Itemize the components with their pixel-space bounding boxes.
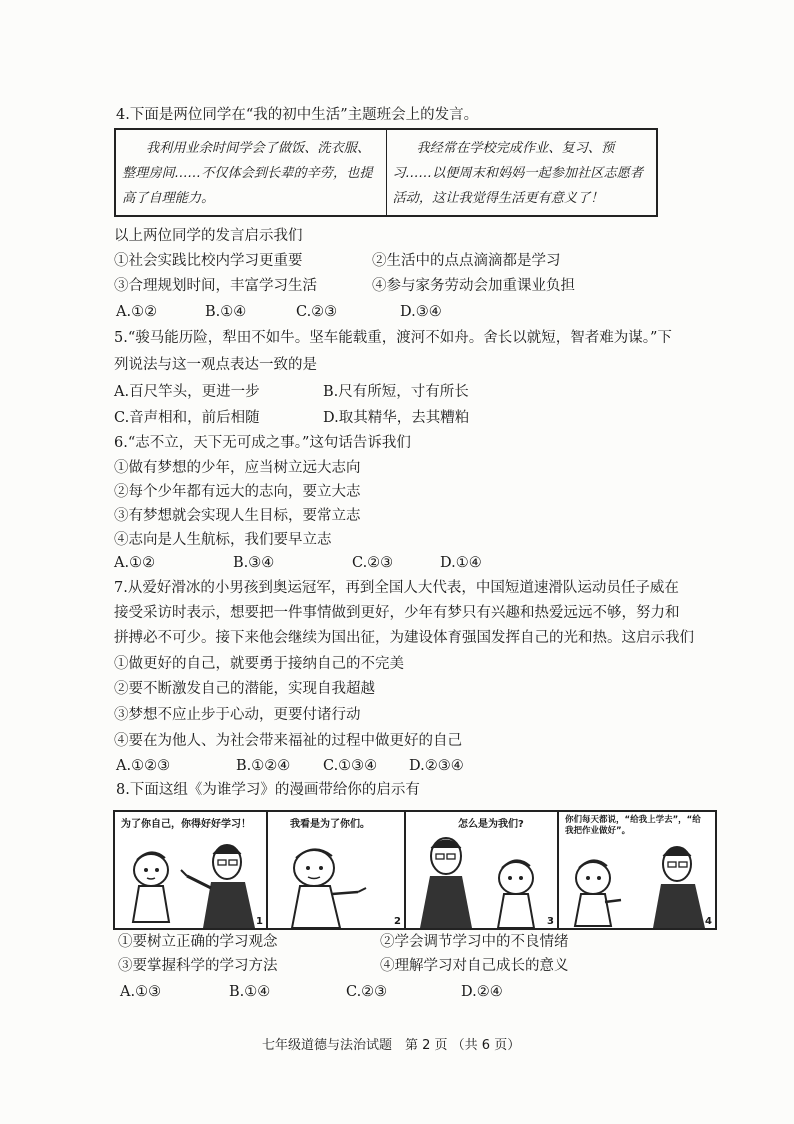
comic-panel-3-caption: 怎么是为我们? <box>458 819 524 830</box>
q6-statement-2: ②每个少年都有远大的志向，要立大志 <box>114 484 361 500</box>
comic-panel-2-caption: 我看是为了你们。 <box>290 819 370 830</box>
q4-stem: 4.下面是两位同学在“我的初中生活”主题班会上的发言。 <box>116 107 479 123</box>
q5-stem-line1: 5.“骏马能历险，犁田不如牛。坚车能载重，渡河不如舟。舍长以就短，智者难为谋。”下 <box>114 330 672 346</box>
comic-panel-1-number: 1 <box>256 916 263 927</box>
q4-statement-3: ③合理规划时间，丰富学习生活 <box>114 278 317 294</box>
comic-panel-1 <box>113 810 268 930</box>
q8-statement-4: ④理解学习对自己成长的意义 <box>380 958 569 974</box>
q6-option-d: D.①④ <box>440 555 482 571</box>
page-footer: 七年级道德与法治试题 第 2 页 （共 6 页） <box>262 1038 521 1053</box>
q8-statement-1: ①要树立正确的学习观念 <box>118 934 278 950</box>
comic-panel-3-number: 3 <box>547 916 554 927</box>
comic-panel-3 <box>404 810 559 930</box>
q4-speech-table <box>114 128 658 217</box>
q7-option-a: A.①②③ <box>116 758 171 774</box>
q6-statement-3: ③有梦想就会实现人生目标，要常立志 <box>114 508 361 524</box>
q4-right-speech-text: 我经常在学校完成作业、复习、预习……以便周末和妈妈一起参加社区志愿者活动，这让我觉得生活更有意义了！ <box>392 141 644 206</box>
q4-left-speech-text: 我利用业余时间学会了做饭、洗衣服、整理房间……不仅体会到长辈的辛劳，也提高了自理能力。 <box>122 141 373 206</box>
q7-stem-line1: 7.从爱好滑冰的小男孩到奥运冠军，再到全国人大代表，中国短道速滑队运动员任子威在 <box>114 580 679 596</box>
q4-option-d: D.③④ <box>400 304 442 320</box>
q8-option-c: C.②③ <box>346 984 388 1000</box>
q4-option-a: A.①② <box>116 304 158 320</box>
q4-left-speech <box>115 129 386 216</box>
q6-statement-4: ④志向是人生航标，我们要早立志 <box>114 532 332 548</box>
q4-statement-4: ④参与家务劳动会加重课业负担 <box>372 278 575 294</box>
q4-option-b: B.①④ <box>205 304 247 320</box>
comic-strip <box>113 810 715 928</box>
q8-stem: 8.下面这组《为谁学习》的漫画带给你的启示有 <box>116 782 420 798</box>
q4-statement-1: ①社会实践比校内学习更重要 <box>114 253 303 269</box>
q5-stem-line2: 列说法与这一观点表达一致的是 <box>114 357 317 373</box>
q7-statement-3: ③梦想不应止步于心动，更要付诸行动 <box>114 707 361 723</box>
q6-option-b: B.③④ <box>233 555 275 571</box>
q5-option-a: A.百尺竿头，更进一步 <box>114 384 260 400</box>
comic-panel-2 <box>266 810 406 930</box>
q6-option-c: C.②③ <box>352 555 394 571</box>
q7-option-d: D.②③④ <box>409 758 464 774</box>
q7-stem-line3: 拼搏必不可少。接下来他会继续为国出征，为建设体育强国发挥自己的光和热。这启示我们 <box>114 630 694 646</box>
q4-prompt: 以上两位同学的发言启示我们 <box>114 228 303 244</box>
q6-option-a: A.①② <box>114 555 156 571</box>
comic-panel-4-drawing <box>559 812 715 928</box>
q7-statement-2: ②要不断激发自己的潜能，实现自我超越 <box>114 681 375 697</box>
q8-statement-3: ③要掌握科学的学习方法 <box>118 958 278 974</box>
q7-stem-line2: 接受采访时表示，想要把一件事情做到更好，少年有梦只有兴趣和热爱远远不够，努力和 <box>114 605 680 621</box>
q4-right-speech <box>386 129 657 216</box>
comic-panel-1-drawing <box>115 812 266 928</box>
q8-statement-2: ②学会调节学习中的不良情绪 <box>380 934 569 950</box>
q4-statement-2: ②生活中的点点滴滴都是学习 <box>372 253 561 269</box>
comic-panel-1-caption: 为了你自己，你得好好学习！ <box>121 819 251 830</box>
comic-panel-2-drawing <box>268 812 404 928</box>
q7-statement-1: ①做更好的自己，就要勇于接纳自己的不完美 <box>114 656 404 672</box>
comic-panel-4-number: 4 <box>705 916 712 927</box>
q8-option-b: B.①④ <box>229 984 271 1000</box>
q7-statement-4: ④要在为他人、为社会带来福祉的过程中做更好的自己 <box>114 733 462 749</box>
comic-panel-3-drawing <box>406 812 557 928</box>
q8-option-d: D.②④ <box>461 984 503 1000</box>
q5-option-c: C.音声相和，前后相随 <box>114 410 260 426</box>
q4-option-c: C.②③ <box>296 304 338 320</box>
q7-option-b: B.①②④ <box>236 758 291 774</box>
q6-stem: 6.“志不立，天下无可成之事。”这句话告诉我们 <box>114 435 411 451</box>
q8-option-a: A.①③ <box>120 984 162 1000</box>
comic-panel-4 <box>557 810 717 930</box>
q5-option-b: B.尺有所短，寸有所长 <box>323 384 469 400</box>
q5-option-d: D.取其精华，去其糟粕 <box>323 410 470 426</box>
comic-panel-2-number: 2 <box>394 916 401 927</box>
q6-statement-1: ①做有梦想的少年，应当树立远大志向 <box>114 460 361 476</box>
q7-option-c: C.①③④ <box>323 758 378 774</box>
comic-panel-4-caption: 你们每天都说，“给我上学去”，“给我把作业做好”。 <box>565 815 701 836</box>
